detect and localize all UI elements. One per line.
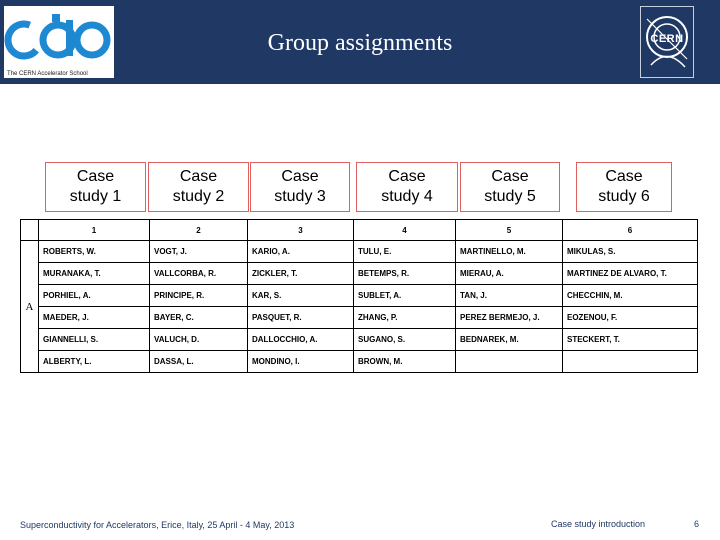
table-cell: VALUCH, D. xyxy=(150,329,248,351)
table-cell: BETEMPS, R. xyxy=(354,263,456,285)
case-study-4-label: Case study 4 xyxy=(356,162,458,212)
table-cell: ZHANG, P. xyxy=(354,307,456,329)
table-cell: DASSA, L. xyxy=(150,351,248,373)
table-cell: ROBERTS, W. xyxy=(39,241,150,263)
footer-event-text: Superconductivity for Accelerators, Erice, Italy, 25 April - 4 May, 2013 xyxy=(20,520,295,530)
table-cell: ZICKLER, T. xyxy=(248,263,354,285)
case-study-5-label: Case study 5 xyxy=(460,162,560,212)
table-cell: MONDINO, I. xyxy=(248,351,354,373)
table-cell: MIERAU, A. xyxy=(456,263,563,285)
table-cell: MARTINELLO, M. xyxy=(456,241,563,263)
table-cell: KARIO, A. xyxy=(248,241,354,263)
table-cell: GIANNELLI, S. xyxy=(39,329,150,351)
table-header-cell: 4 xyxy=(354,220,456,241)
table-cell: BAYER, C. xyxy=(150,307,248,329)
footer-topic-text: Case study introduction xyxy=(551,519,646,529)
page-title: Group assignments xyxy=(267,30,453,56)
page-number: 6 xyxy=(694,519,700,529)
table-cell xyxy=(563,351,698,373)
table-cell: MIKULAS, S. xyxy=(563,241,698,263)
table-cell: MAEDER, J. xyxy=(39,307,150,329)
table-row xyxy=(21,285,698,307)
cern-logo xyxy=(640,6,694,78)
table-cell: STECKERT, T. xyxy=(563,329,698,351)
table-row xyxy=(21,241,698,263)
table-cell: SUBLET, A. xyxy=(354,285,456,307)
table-header-corner xyxy=(21,220,39,241)
table-cell: PRINCIPE, R. xyxy=(150,285,248,307)
table-cell: ALBERTY, L. xyxy=(39,351,150,373)
table-header-cell: 3 xyxy=(248,220,354,241)
table-cell: VALLCORBA, R. xyxy=(150,263,248,285)
table-header-cell: 6 xyxy=(563,220,698,241)
table-row xyxy=(21,263,698,285)
table-row xyxy=(21,351,698,373)
table-cell: BROWN, M. xyxy=(354,351,456,373)
table-cell: PASQUET, R. xyxy=(248,307,354,329)
table-header-cell: 1 xyxy=(39,220,150,241)
cern-logo-text: CERN xyxy=(650,33,684,45)
table-cell: SUGANO, S. xyxy=(354,329,456,351)
table-row xyxy=(21,307,698,329)
table-cell: EOZENOU, F. xyxy=(563,307,698,329)
cas-logo xyxy=(4,6,114,78)
table-cell xyxy=(456,351,563,373)
table-cell: DALLOCCHIO, A. xyxy=(248,329,354,351)
table-cell: CHECCHIN, M. xyxy=(563,285,698,307)
table-header-row xyxy=(21,220,698,241)
table-cell: PEREZ BERMEJO, J. xyxy=(456,307,563,329)
cas-logo-tagline: The CERN Accelerator School xyxy=(7,71,88,77)
table-cell: PORHIEL, A. xyxy=(39,285,150,307)
table-cell: TULU, E. xyxy=(354,241,456,263)
table-row xyxy=(21,329,698,351)
header-bar xyxy=(0,0,720,84)
table-header-cell: 5 xyxy=(456,220,563,241)
case-study-1-label: Case study 1 xyxy=(45,162,146,212)
case-study-6-label: Case study 6 xyxy=(576,162,672,212)
group-assignment-table xyxy=(20,219,698,373)
group-label: A xyxy=(21,241,39,373)
case-study-3-label: Case study 3 xyxy=(250,162,350,212)
table-cell: MARTINEZ DE ALVARO, T. xyxy=(563,263,698,285)
table-cell: BEDNAREK, M. xyxy=(456,329,563,351)
table-cell: KAR, S. xyxy=(248,285,354,307)
table-cell: VOGT, J. xyxy=(150,241,248,263)
table-cell: MURANAKA, T. xyxy=(39,263,150,285)
case-study-2-label: Case study 2 xyxy=(148,162,249,212)
table-cell: TAN, J. xyxy=(456,285,563,307)
table-header-cell: 2 xyxy=(150,220,248,241)
